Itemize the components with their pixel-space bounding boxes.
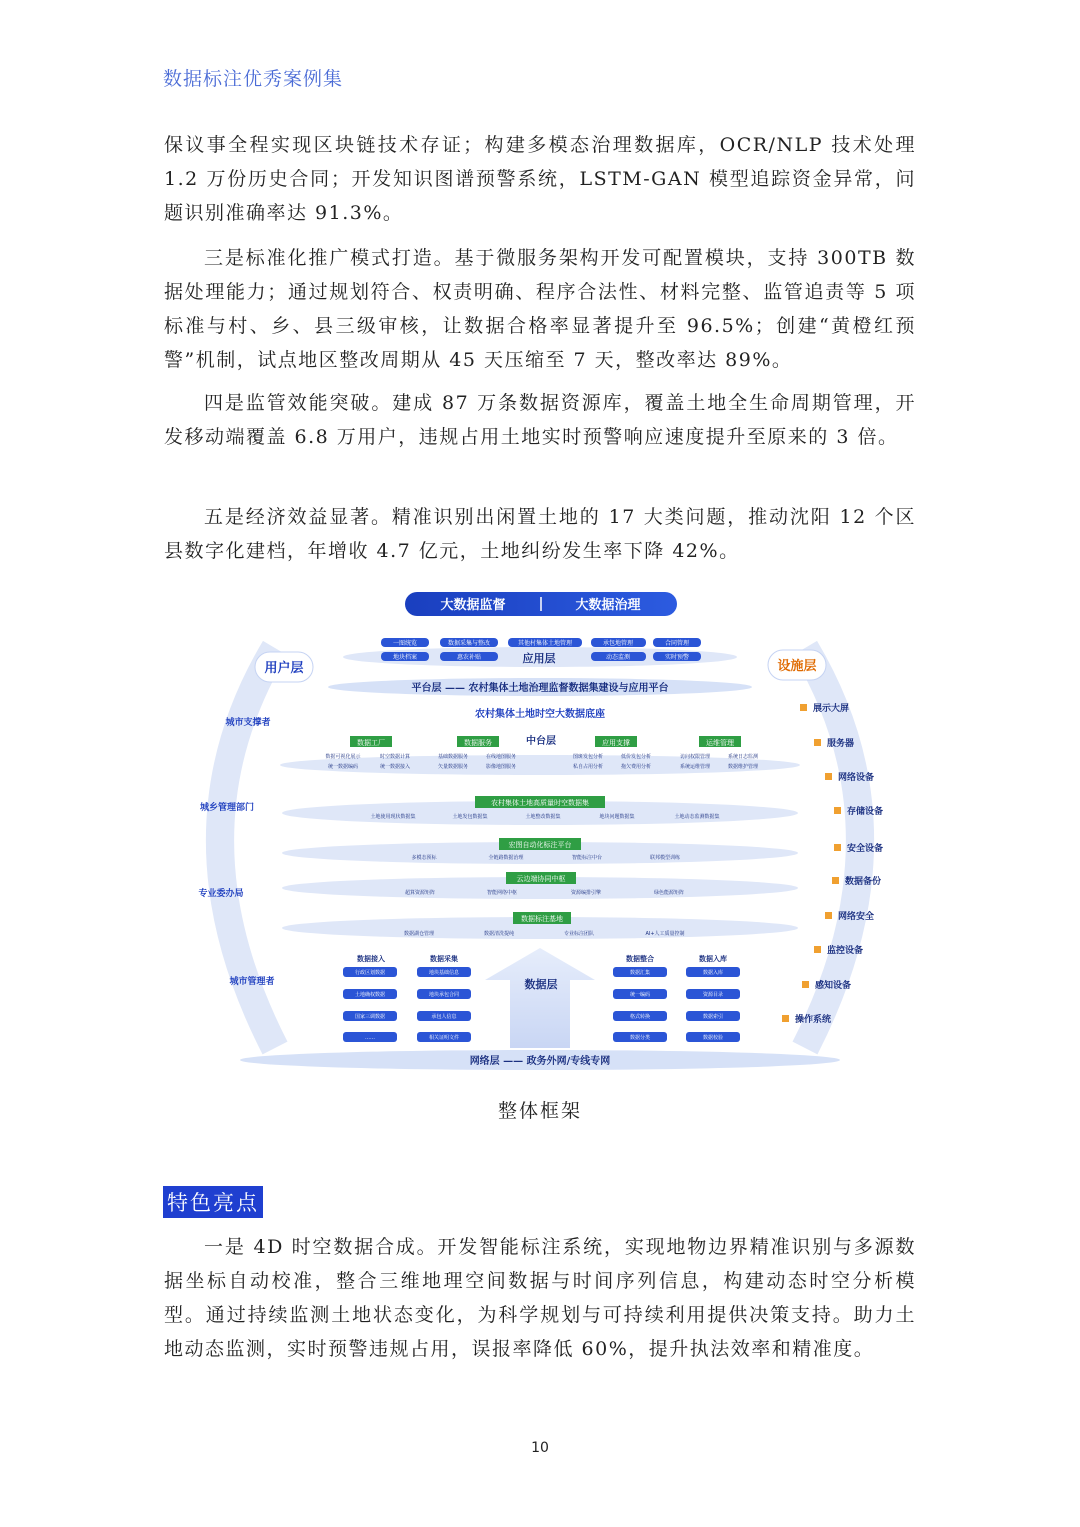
paragraph-economic: 五是经济效益显著。精准识别出闲置土地的 17 大类问题，推动沈阳 12 个区县数字化建档，年增收 4.7 亿元，土地纠纷发生率下降 42%。 xyxy=(164,506,916,562)
svg-text:AI+人工质量控制: AI+人工质量控制 xyxy=(645,931,685,937)
banner-right: 大数据治理 xyxy=(575,598,641,613)
figure-caption: 整体框架 xyxy=(497,1100,582,1122)
svg-text:多模态预标: 多模态预标 xyxy=(411,855,437,861)
paragraph-continued: 保议事全程实现区块链技术存证；构建多模态治理数据库，OCR/NLP 技术处理 1.2 万份历史合同；开发知识图谱预警系统，LSTM-GAN 模型追踪资金异常，问题识别准确率达 91.3%。 xyxy=(164,134,916,224)
svg-text:基础数据服务: 基础数据服务 xyxy=(437,754,469,760)
svg-text:资源目录: 资源目录 xyxy=(702,992,724,998)
paragraph-highlight-1: 一是 4D 时空数据合成。开发智能标注系统，实现地物边界精准识别与多源数据坐标自动校准，整合三维地理空间数据与时间序列信息，构建动态时空分析模型。通过持续监测土地状态变化，为科学规划与可持续利用提供决策支持。助力土地动态监测，实时预警违规占用，误报率降低 60%，提升执法效率和精准度。 xyxy=(164,1236,916,1360)
infra-9: 感知设备 xyxy=(815,981,852,991)
application-layer xyxy=(343,638,737,667)
infra-4: 存储设备 xyxy=(847,807,884,817)
svg-text:专业标注团队: 专业标注团队 xyxy=(563,931,595,937)
svg-text:一图统览: 一图统览 xyxy=(392,640,418,647)
svg-text:数据可视化展示: 数据可视化展示 xyxy=(325,754,361,760)
svg-text:平台层 —— 农村集体土地治理监督数据集建设与应用平台: 平台层 —— 农村集体土地治理监督数据集建设与应用平台 xyxy=(411,683,669,694)
svg-text:数据汇集: 数据汇集 xyxy=(629,970,651,976)
svg-text:数据清洗提纯: 数据清洗提纯 xyxy=(483,931,515,937)
infra-8: 监控设备 xyxy=(827,946,864,956)
svg-text:时空数据计算: 时空数据计算 xyxy=(379,754,411,760)
svg-text:智能网络中枢: 智能网络中枢 xyxy=(486,890,518,896)
svg-text:统一数据编码: 统一数据编码 xyxy=(327,764,359,770)
user-4: 城市管理者 xyxy=(229,977,275,987)
svg-text:图斑发包分析: 图斑发包分析 xyxy=(572,754,604,760)
svg-text:数据入库: 数据入库 xyxy=(699,955,727,963)
svg-text:中台层: 中台层 xyxy=(526,736,556,747)
cloud-edge-layer xyxy=(282,872,798,899)
user-layer-badge xyxy=(255,652,313,682)
svg-text:土地整改数据集: 土地整改数据集 xyxy=(525,814,561,820)
infra-5: 安全设备 xyxy=(847,844,884,854)
svg-text:智能标注中台: 智能标注中台 xyxy=(571,855,603,861)
svg-text:网络层 —— 政务外网/专线专网: 网络层 —— 政务外网/专线专网 xyxy=(469,1056,611,1067)
infra-2: 服务器 xyxy=(827,739,855,749)
svg-text:用户层: 用户层 xyxy=(264,661,304,676)
infra-1: 展示大屏 xyxy=(813,704,850,714)
svg-text:数据工厂: 数据工厂 xyxy=(357,739,385,747)
svg-text:农村集体土地高质量时空数据集: 农村集体土地高质量时空数据集 xyxy=(491,799,589,807)
middle-layer xyxy=(280,734,800,775)
svg-text:统一编码: 统一编码 xyxy=(629,992,651,998)
platform-layer xyxy=(328,678,752,696)
svg-text:联邦模型训练: 联邦模型训练 xyxy=(649,855,681,861)
svg-text:访问权限管理: 访问权限管理 xyxy=(679,754,711,760)
svg-text:数据采集与整改: 数据采集与整改 xyxy=(447,640,491,647)
svg-text:统一数据接入: 统一数据接入 xyxy=(379,764,411,770)
svg-text:私自占用分析: 私自占用分析 xyxy=(572,764,604,770)
svg-text:国家三调数据: 国家三调数据 xyxy=(354,1014,386,1020)
svg-text:地块基础信息: 地块基础信息 xyxy=(428,970,460,976)
top-banner xyxy=(405,592,677,616)
svg-text:实时预警: 实时预警 xyxy=(664,654,690,661)
svg-text:矢量数据服务: 矢量数据服务 xyxy=(437,764,469,770)
svg-text:数据服务: 数据服务 xyxy=(464,739,492,747)
svg-text:应用支撑: 应用支撑 xyxy=(602,739,630,747)
svg-text:合同管理: 合同管理 xyxy=(664,640,690,647)
svg-text:土地使用现状数据集: 土地使用现状数据集 xyxy=(370,814,416,820)
svg-text:土地确权数据: 土地确权数据 xyxy=(354,992,386,998)
svg-text:超算资源矩阵: 超算资源矩阵 xyxy=(404,890,436,896)
page-number: 10 xyxy=(531,1440,549,1456)
svg-text:全链路数据治理: 全链路数据治理 xyxy=(488,855,524,861)
svg-text:系统日志监测: 系统日志监测 xyxy=(727,754,759,760)
svg-text:系统运维管理: 系统运维管理 xyxy=(679,764,711,770)
infra-3: 网络设备 xyxy=(838,773,875,783)
svg-text:土地发包数据集: 土地发包数据集 xyxy=(452,814,488,820)
banner-left: 大数据监督 xyxy=(440,598,506,613)
svg-text:惠农补贴: 惠农补贴 xyxy=(456,654,482,661)
svg-text:数据整合: 数据整合 xyxy=(626,955,654,963)
svg-text:动态监测: 动态监测 xyxy=(605,654,631,661)
svg-text:设施层: 设施层 xyxy=(777,659,817,674)
svg-text:行政区划数据: 行政区划数据 xyxy=(354,970,386,976)
svg-text:数据接入: 数据接入 xyxy=(357,955,385,963)
user-1: 城市支撑者 xyxy=(225,718,271,728)
section-heading: 特色亮点 xyxy=(163,1186,263,1218)
network-layer xyxy=(240,1050,840,1070)
svg-text:影像地图服务: 影像地图服务 xyxy=(485,764,517,770)
svg-text:拖欠费用分析: 拖欠费用分析 xyxy=(620,764,652,770)
document-header: 数据标注优秀案例集 xyxy=(163,68,344,90)
svg-text:数据索引: 数据索引 xyxy=(702,1014,724,1020)
left-ring xyxy=(220,648,275,1048)
user-3: 专业委办局 xyxy=(198,889,244,899)
svg-text:……: …… xyxy=(365,1035,375,1041)
svg-text:宏图自动化标注平台: 宏图自动化标注平台 xyxy=(508,841,572,849)
svg-text:低价发包分析: 低价发包分析 xyxy=(620,754,652,760)
base-title: 农村集体土地时空大数据底座 xyxy=(475,709,605,720)
paragraph-standardization: 三是标准化推广模式打造。基于微服务架构开发可配置模块，支持 300TB 数据处理能力；通过规划符合、权责明确、程序合法性、材料完整、监管追责等 5 项标准与村、乡、县三级审核，让数据合格率显著提升至 96.5%；创建“黄橙红预警”机制，试点地区整改周期从 45 天压缩至 7 天，整改率达 89%。 xyxy=(164,247,916,371)
svg-text:云边端协同中枢: 云边端协同中枢 xyxy=(516,875,566,883)
svg-text:格式转换: 格式转换 xyxy=(629,1014,651,1020)
svg-text:数据标注基地: 数据标注基地 xyxy=(521,915,563,923)
infra-10: 操作系统 xyxy=(795,1015,832,1025)
svg-text:资源编排引擎: 资源编排引擎 xyxy=(570,890,602,896)
infra-layer-badge xyxy=(768,650,826,680)
auto-labeling-layer xyxy=(282,838,798,864)
svg-text:数据分类: 数据分类 xyxy=(629,1035,651,1041)
svg-text:地块问题数据集: 地块问题数据集 xyxy=(599,814,635,820)
svg-text:绿色能源矩阵: 绿色能源矩阵 xyxy=(653,890,685,896)
data-layer xyxy=(343,948,740,1048)
svg-text:其他村集体土地管理: 其他村集体土地管理 xyxy=(517,640,573,647)
svg-text:地块承包合同: 地块承包合同 xyxy=(428,992,460,998)
svg-text:数据维护管理: 数据维护管理 xyxy=(727,764,759,770)
svg-text:在线地图服务: 在线地图服务 xyxy=(485,754,517,760)
svg-text:土地动态监测数据集: 土地动态监测数据集 xyxy=(674,814,720,820)
svg-text:数据采集: 数据采集 xyxy=(430,955,458,963)
labeling-base-layer xyxy=(282,912,798,939)
svg-text:相关证明文件: 相关证明文件 xyxy=(428,1035,460,1041)
infra-7: 网络安全 xyxy=(838,912,875,922)
svg-text:地块档案: 地块档案 xyxy=(392,654,418,661)
paragraph-supervision: 四是监管效能突破。建成 87 万条数据资源库，覆盖土地全生命周期管理，开发移动端覆盖 6.8 万用户，违规占用土地实时预警响应速度提升至原来的 3 倍。 xyxy=(164,392,916,448)
svg-text:数据入库: 数据入库 xyxy=(702,970,724,976)
user-2: 城乡管理部门 xyxy=(199,803,255,813)
svg-text:运维管理: 运维管理 xyxy=(706,739,734,747)
svg-text:数据层: 数据层 xyxy=(524,978,558,991)
svg-text:承包地管理: 承包地管理 xyxy=(602,640,634,647)
app-layer-label: 应用层 xyxy=(522,652,556,665)
svg-text:数据校验: 数据校验 xyxy=(702,1035,724,1041)
architecture-diagram xyxy=(185,588,895,1078)
infra-6: 数据备份 xyxy=(845,877,882,887)
svg-text:数据湖仓管理: 数据湖仓管理 xyxy=(403,931,435,937)
dataset-layer xyxy=(282,796,798,825)
svg-text:承包人信息: 承包人信息 xyxy=(431,1014,457,1020)
